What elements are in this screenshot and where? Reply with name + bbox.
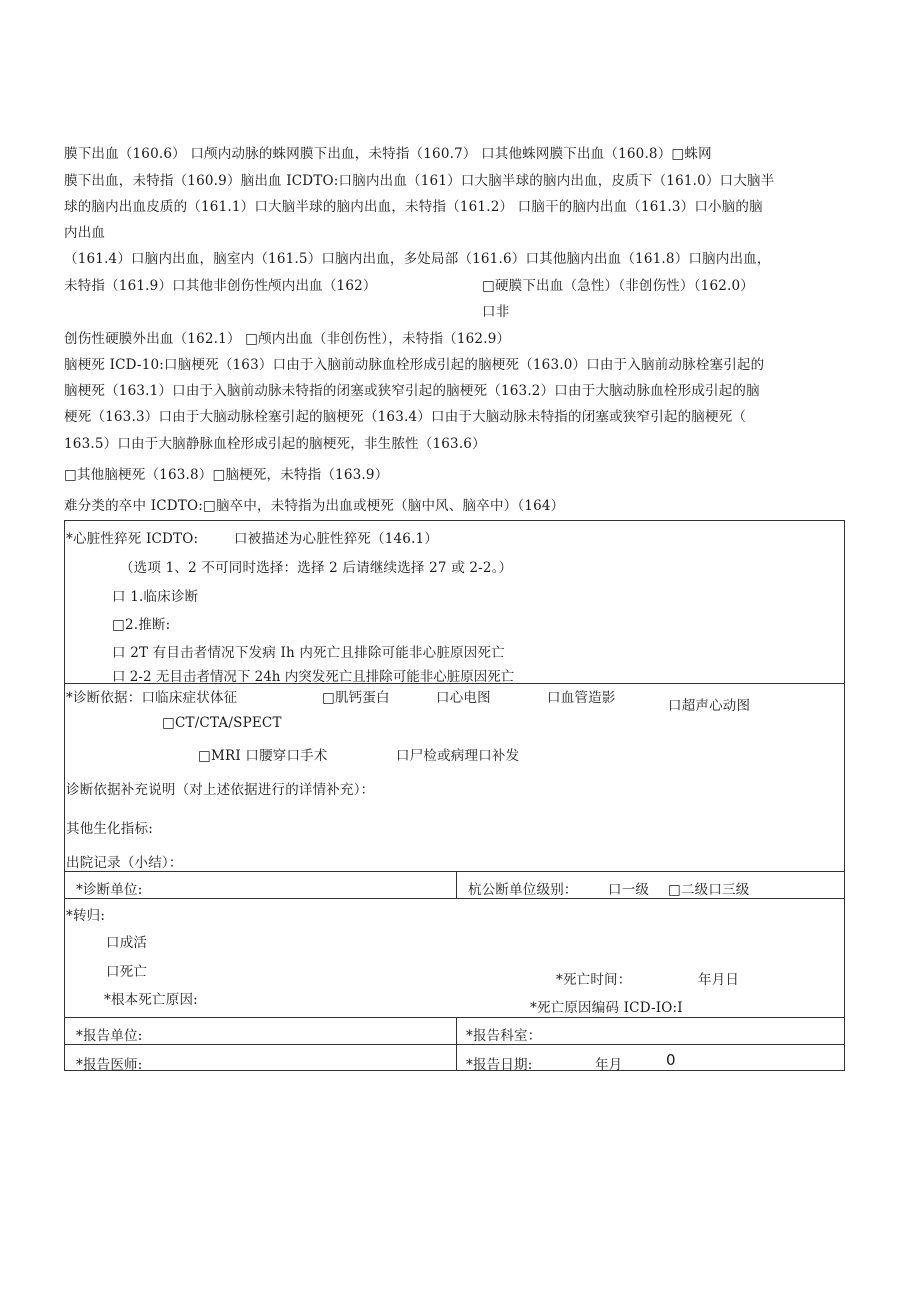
- table-divider-doctor: [64, 1044, 845, 1045]
- level-1-checkbox[interactable]: 口一级: [608, 882, 650, 898]
- death-checkbox[interactable]: 口死亡: [106, 964, 148, 980]
- death-cause-icd-label: *死亡原因编码 ICD-IO:I: [530, 1000, 683, 1016]
- table-divider-basis: [64, 683, 845, 684]
- intro-line-5: （161.4）口脑内出血，脑室内（161.5）口脑内出血，多处局部（161.6）口其他脑内出血（161.8）口脑内出血，: [64, 251, 771, 267]
- report-unit-label: *报告单位:: [76, 1028, 143, 1044]
- unit-level-label: 杭公断单位级别：: [468, 882, 578, 898]
- unwitnessed-death-checkbox[interactable]: 口 2-2 无目击者情况下 24h 内突发死亡且排除可能非心脏原因死亡: [112, 669, 515, 682]
- report-date-day: 0: [666, 1051, 676, 1069]
- table-right-border: [844, 520, 845, 1071]
- intro-line-13: 难分类的卒中 ICDTO:□脑卒中，未特指为出血或梗死（脑中风、脑卒中）（164）: [64, 498, 565, 514]
- death-time-label: *死亡时间：: [556, 972, 632, 988]
- intro-line-8: 脑梗死 ICD-10:口脑梗死（163）口由于入脑前动脉血栓形成引起的脑梗死（163.0）口由于入脑前动脉栓塞引起的: [64, 357, 765, 373]
- intro-line-9: 脑梗死（163.1）口由于入脑前动脉未特指的闭塞或狭窄引起的脑梗死（163.2）口由于大脑动脉血栓形成引起的脑: [64, 383, 760, 399]
- intro-line-7: 创伤性硬膜外出血（162.1） □颅内出血（非创伤性），未特指（162.9）: [64, 331, 511, 347]
- intro-line-11: 163.5）口由于大脑静脉血栓形成引起的脑梗死，非生脓性（163.6）: [64, 436, 486, 452]
- cardiac-title: *心脏性猝死 ICDTO:: [66, 531, 199, 547]
- table-divider-report: [64, 1017, 845, 1018]
- outcome-label: *转归:: [66, 908, 106, 924]
- intro-line-1: 膜下出血（160.6） 口颅内动脉的蛛网膜下出血，未特指（160.7） 口其他蛛网膜下出血（160.8）□蛛网: [64, 146, 712, 162]
- echocardiogram-checkbox[interactable]: 口超声心动图: [668, 698, 751, 714]
- diagnosis-basis-label[interactable]: *诊断依据：口临床症状体征: [66, 690, 238, 706]
- report-doctor-label: *报告医师:: [76, 1057, 143, 1073]
- table-left-border: [64, 520, 65, 1071]
- table-top-border: [64, 520, 845, 521]
- troponin-checkbox[interactable]: □肌钙蛋白: [322, 690, 390, 706]
- non-label: 口非: [482, 304, 510, 320]
- intro-line-2: 膜下出血，未特指（160.9）脑出血 ICDTO:口脑内出血（161）口大脑半球的脑内出血，皮质下（161.0）口大脑半: [64, 173, 775, 189]
- clinical-diagnosis-checkbox[interactable]: 口 1.临床诊断: [112, 589, 199, 605]
- autopsy-supplement-checkboxes[interactable]: 口尸检或病理口补发: [396, 748, 520, 764]
- mri-lumbar-surgery-checkboxes[interactable]: □MRI 口腰穿口手术: [198, 748, 328, 764]
- inferred-checkbox[interactable]: □2.推断:: [112, 617, 171, 633]
- root-cause-label: *根本死亡原因:: [104, 992, 198, 1008]
- intro-line-3: 球的脑内出血皮质的（161.1）口大脑半球的脑内出血，未特指（161.2） 口脑干的脑内出血（161.3）口小脑的脑: [64, 199, 763, 215]
- report-department-label: *报告科室：: [466, 1028, 542, 1044]
- subdural-checkbox-label[interactable]: □硬膜下出血（急性）（非创伤性）（162.0）: [482, 278, 755, 294]
- angiography-checkbox[interactable]: 口血管造影: [547, 690, 616, 706]
- report-date-label: *报告日期:: [466, 1057, 533, 1073]
- intro-line-10: 梗死（163.3）口由于大脑动脉栓塞引起的脑梗死（163.4）口由于大脑动脉未特指的闭塞或狭窄引起的脑梗死（: [64, 409, 747, 425]
- ct-checkbox[interactable]: □CT/CTA/SPECT: [162, 715, 282, 731]
- cardiac-described-checkbox[interactable]: 口被描述为心脏性猝死（146.1）: [234, 531, 439, 547]
- unwitnessed-death-checkbox-clip: [112, 666, 514, 682]
- intro-line-12: □其他脑梗死（163.8）□脑梗死，未特指（163.9）: [64, 467, 389, 483]
- witnessed-death-checkbox[interactable]: 口 2T 有目击者情况下发病 Ih 内死亡且排除可能非心脏原因死亡: [112, 645, 505, 661]
- diagnosis-unit-label: *诊断单位:: [76, 882, 143, 898]
- table-bottom-border: [64, 1070, 845, 1071]
- cardiac-note: （选项 1、2 不可同时选择：选择 2 后请继续选择 27 或 2-2。）: [120, 560, 513, 576]
- table-divider-outcome: [64, 898, 845, 899]
- discharge-record-label: 出院记录（小结）：: [66, 855, 183, 871]
- table-report-separator: [456, 1017, 457, 1070]
- table-unit-separator: [456, 871, 457, 898]
- level-2-3-checkboxes[interactable]: □二级口三级: [668, 882, 750, 898]
- intro-line-4: 内出血: [64, 225, 106, 241]
- intro-line-6: 未特指（161.9）口其他非创伤性颅内出血（162）: [64, 278, 377, 294]
- biochem-label: 其他生化指标:: [66, 821, 153, 837]
- report-date-ym: 年月: [595, 1057, 623, 1073]
- survive-checkbox[interactable]: 口成活: [106, 935, 148, 951]
- ecg-checkbox[interactable]: 口心电图: [436, 690, 491, 706]
- death-date-ymd: 年月日: [698, 972, 740, 988]
- table-divider-unit: [64, 871, 845, 872]
- basis-supplement-label: 诊断依据补充说明（对上述依据进行的详情补充）：: [66, 782, 375, 798]
